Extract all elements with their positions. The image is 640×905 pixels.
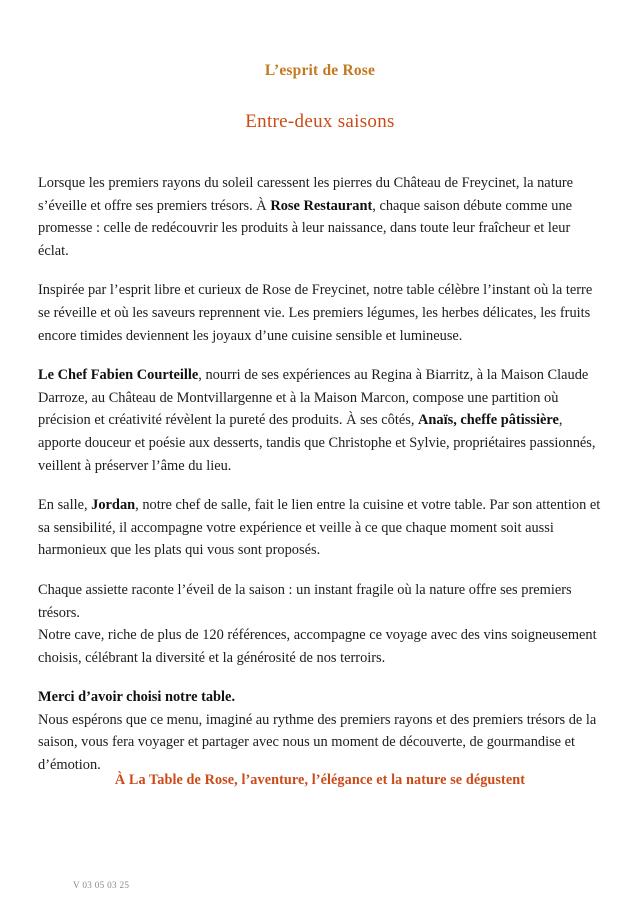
page-title-primary: L’esprit de Rose — [264, 62, 376, 79]
body-text: , apporte douceur et poésie aux desserts, tandis que Christophe et Sylvie, propriétaires passionnés, veillent à préserver l’âme du lieu. — [38, 412, 596, 474]
body-text: , nourri de ses expériences au Regina à Biarritz, à la Maison Claude Darroze, au Château de Montvillargenne et à la Maison Marcon, compose une partition où précision et créativité révèlent la pureté des produits. À ses côtés, — [38, 367, 589, 429]
body-text: Notre cave, riche de plus de 120 références, accompagne ce voyage avec des vins soigneusement choisis, célébrant la diversité et la générosité de nos terroirs. — [38, 627, 597, 666]
body-text: Lorsque les premiers rayons du soleil caressent les pierres du Château de Freycinet, la nature s’éveille et offre ses premiers trésors. À — [38, 175, 574, 214]
footer-version-label: V 03 05 03 25 — [73, 880, 130, 890]
paragraph-equipe-cuisine — [38, 364, 604, 477]
emphasis-text: Jordan — [91, 497, 136, 514]
emphasis-text: Rose Restaurant — [270, 197, 373, 214]
emphasis-text: Le Chef Fabien Courteille — [38, 367, 199, 384]
paragraph-remerciement — [38, 686, 604, 776]
body-text: Inspirée par l’esprit libre et curieux de Rose de Freycinet, notre table célèbre l’instant où la terre se réveille et où les saveurs reprennent vie. Les premiers légumes, les herbes délicates, les fruits encore timides deviennent les joyaux d’une cuisine sensible et lumineuse. — [38, 282, 593, 344]
paragraph-assiette-cave — [38, 579, 604, 669]
closing-tagline: À La Table de Rose, l’aventure, l’élégance et la nature se dégustent — [114, 772, 526, 788]
body-text: En salle, — [38, 497, 92, 514]
paragraph-intro-saison — [38, 172, 604, 262]
body-text: Chaque assiette raconte l’éveil de la saison : un instant fragile où la nature offre ses premiers trésors. — [38, 581, 572, 621]
body-text: Nous espérons que ce menu, imaginé au rythme des premiers rayons et des premiers trésors de la saison, vous fera voyager et partager avec nous un moment de découverte, de gourmandise et d’émotion. — [38, 711, 597, 774]
document-heading-block — [0, 0, 640, 133]
body-text: , chaque saison débute comme une promesse : celle de redécouvrir les produits à leur naissance, dans toute leur fraîcheur et leur éclat. — [38, 197, 573, 259]
paragraph-inspiration-rose — [38, 279, 604, 347]
paragraph-salle-service — [38, 494, 604, 562]
page-title-secondary: Entre-deux saisons — [245, 110, 395, 132]
document-body — [38, 172, 604, 777]
body-text: , notre chef de salle, fait le lien entre la cuisine et votre table. Par son attention et sa sensibilité, il accompagne votre expérience et veille à ce que chaque moment soit aussi harmonieux que les plats qui vous sont proposés. — [38, 497, 601, 559]
emphasis-text: Merci d’avoir choisi notre table. — [38, 689, 236, 706]
emphasis-text: Anaïs, cheffe pâtissière — [418, 412, 559, 429]
